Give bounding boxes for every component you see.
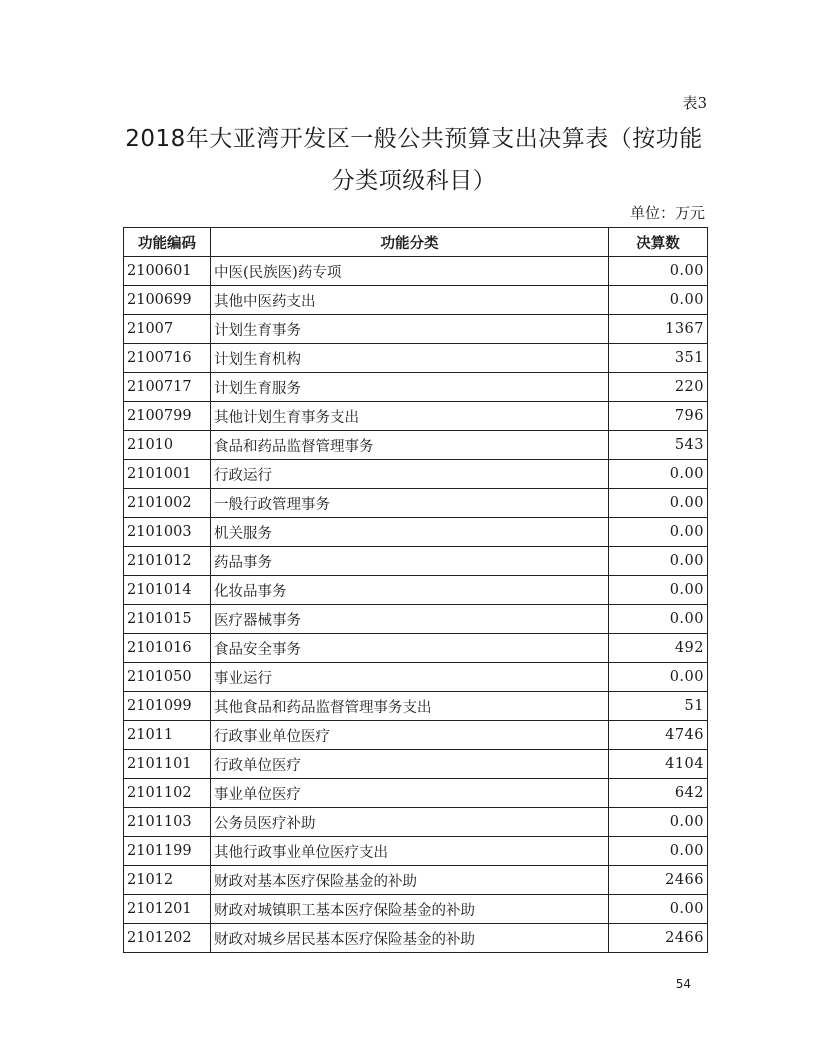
amount-cell: 0.00 — [609, 489, 708, 518]
document-title: 2018年大亚湾开发区一般公共预算支出决算表（按功能分类项级科目） — [125, 126, 703, 194]
table-row — [124, 518, 708, 547]
amount-cell: 0.00 — [609, 808, 708, 837]
table-row — [124, 866, 708, 895]
table-header-row — [124, 228, 708, 257]
name-cell: 药品事务 — [211, 547, 609, 576]
amount-cell: 0.00 — [609, 460, 708, 489]
code-cell: 2101201 — [124, 895, 211, 924]
table-row — [124, 663, 708, 692]
amount-cell: 642 — [609, 779, 708, 808]
name-cell: 计划生育机构 — [211, 344, 609, 373]
name-cell: 其他行政事业单位医疗支出 — [211, 837, 609, 866]
table-row — [124, 315, 708, 344]
amount-cell: 51 — [609, 692, 708, 721]
table-row — [124, 344, 708, 373]
table-row — [124, 750, 708, 779]
amount-cell: 0.00 — [609, 257, 708, 286]
amount-cell: 4104 — [609, 750, 708, 779]
table-row — [124, 286, 708, 315]
table-row — [124, 837, 708, 866]
name-cell: 其他食品和药品监督管理事务支出 — [211, 692, 609, 721]
table-row — [124, 895, 708, 924]
name-cell: 行政运行 — [211, 460, 609, 489]
name-cell: 化妆品事务 — [211, 576, 609, 605]
code-cell: 2100716 — [124, 344, 211, 373]
column-header-amount: 决算数 — [609, 228, 708, 257]
code-cell: 2101099 — [124, 692, 211, 721]
code-cell: 2101102 — [124, 779, 211, 808]
code-cell: 2101002 — [124, 489, 211, 518]
code-cell: 2101001 — [124, 460, 211, 489]
code-cell: 21010 — [124, 431, 211, 460]
code-cell: 2101101 — [124, 750, 211, 779]
table-row — [124, 634, 708, 663]
name-cell: 中医(民族医)药专项 — [211, 257, 609, 286]
amount-cell: 220 — [609, 373, 708, 402]
table-row — [124, 808, 708, 837]
amount-cell: 0.00 — [609, 837, 708, 866]
name-cell: 计划生育服务 — [211, 373, 609, 402]
budget-table — [123, 227, 708, 953]
code-cell: 2101103 — [124, 808, 211, 837]
name-cell: 其他计划生育事务支出 — [211, 402, 609, 431]
amount-cell: 1367 — [609, 315, 708, 344]
code-cell: 2101202 — [124, 924, 211, 953]
amount-cell: 0.00 — [609, 286, 708, 315]
table-row — [124, 576, 708, 605]
name-cell: 计划生育事务 — [211, 315, 609, 344]
name-cell: 其他中医药支出 — [211, 286, 609, 315]
table-row — [124, 373, 708, 402]
table-row — [124, 924, 708, 953]
code-cell: 2100717 — [124, 373, 211, 402]
table-row — [124, 431, 708, 460]
amount-cell: 796 — [609, 402, 708, 431]
amount-cell: 0.00 — [609, 576, 708, 605]
code-cell: 21012 — [124, 866, 211, 895]
unit-label: 单位：万元 — [629, 204, 705, 222]
table-row — [124, 605, 708, 634]
table-row — [124, 779, 708, 808]
amount-cell: 2466 — [609, 924, 708, 953]
table-row — [124, 721, 708, 750]
code-cell: 2101199 — [124, 837, 211, 866]
name-cell: 行政事业单位医疗 — [211, 721, 609, 750]
column-header-name: 功能分类 — [211, 228, 609, 257]
amount-cell: 0.00 — [609, 605, 708, 634]
page-number: 54 — [675, 977, 691, 991]
table-row — [124, 489, 708, 518]
name-cell: 财政对城乡居民基本医疗保险基金的补助 — [211, 924, 609, 953]
name-cell: 医疗器械事务 — [211, 605, 609, 634]
name-cell: 公务员医疗补助 — [211, 808, 609, 837]
code-cell: 2101050 — [124, 663, 211, 692]
name-cell: 事业运行 — [211, 663, 609, 692]
name-cell: 财政对基本医疗保险基金的补助 — [211, 866, 609, 895]
code-cell: 2101012 — [124, 547, 211, 576]
code-cell: 2101016 — [124, 634, 211, 663]
name-cell: 行政单位医疗 — [211, 750, 609, 779]
table-row — [124, 257, 708, 286]
amount-cell: 0.00 — [609, 895, 708, 924]
amount-cell: 492 — [609, 634, 708, 663]
code-cell: 2100699 — [124, 286, 211, 315]
code-cell: 2101014 — [124, 576, 211, 605]
amount-cell: 351 — [609, 344, 708, 373]
code-cell: 2100601 — [124, 257, 211, 286]
amount-cell: 2466 — [609, 866, 708, 895]
code-cell: 21011 — [124, 721, 211, 750]
name-cell: 食品安全事务 — [211, 634, 609, 663]
name-cell: 财政对城镇职工基本医疗保险基金的补助 — [211, 895, 609, 924]
amount-cell: 0.00 — [609, 663, 708, 692]
amount-cell: 543 — [609, 431, 708, 460]
table-row — [124, 547, 708, 576]
amount-cell: 0.00 — [609, 518, 708, 547]
name-cell: 食品和药品监督管理事务 — [211, 431, 609, 460]
code-cell: 21007 — [124, 315, 211, 344]
name-cell: 机关服务 — [211, 518, 609, 547]
table-number: 表3 — [682, 94, 707, 112]
amount-cell: 4746 — [609, 721, 708, 750]
table-row — [124, 692, 708, 721]
table-row — [124, 460, 708, 489]
table-row — [124, 402, 708, 431]
name-cell: 事业单位医疗 — [211, 779, 609, 808]
column-header-code: 功能编码 — [124, 228, 211, 257]
name-cell: 一般行政管理事务 — [211, 489, 609, 518]
amount-cell: 0.00 — [609, 547, 708, 576]
code-cell: 2101003 — [124, 518, 211, 547]
code-cell: 2101015 — [124, 605, 211, 634]
code-cell: 2100799 — [124, 402, 211, 431]
table-body — [124, 257, 708, 953]
